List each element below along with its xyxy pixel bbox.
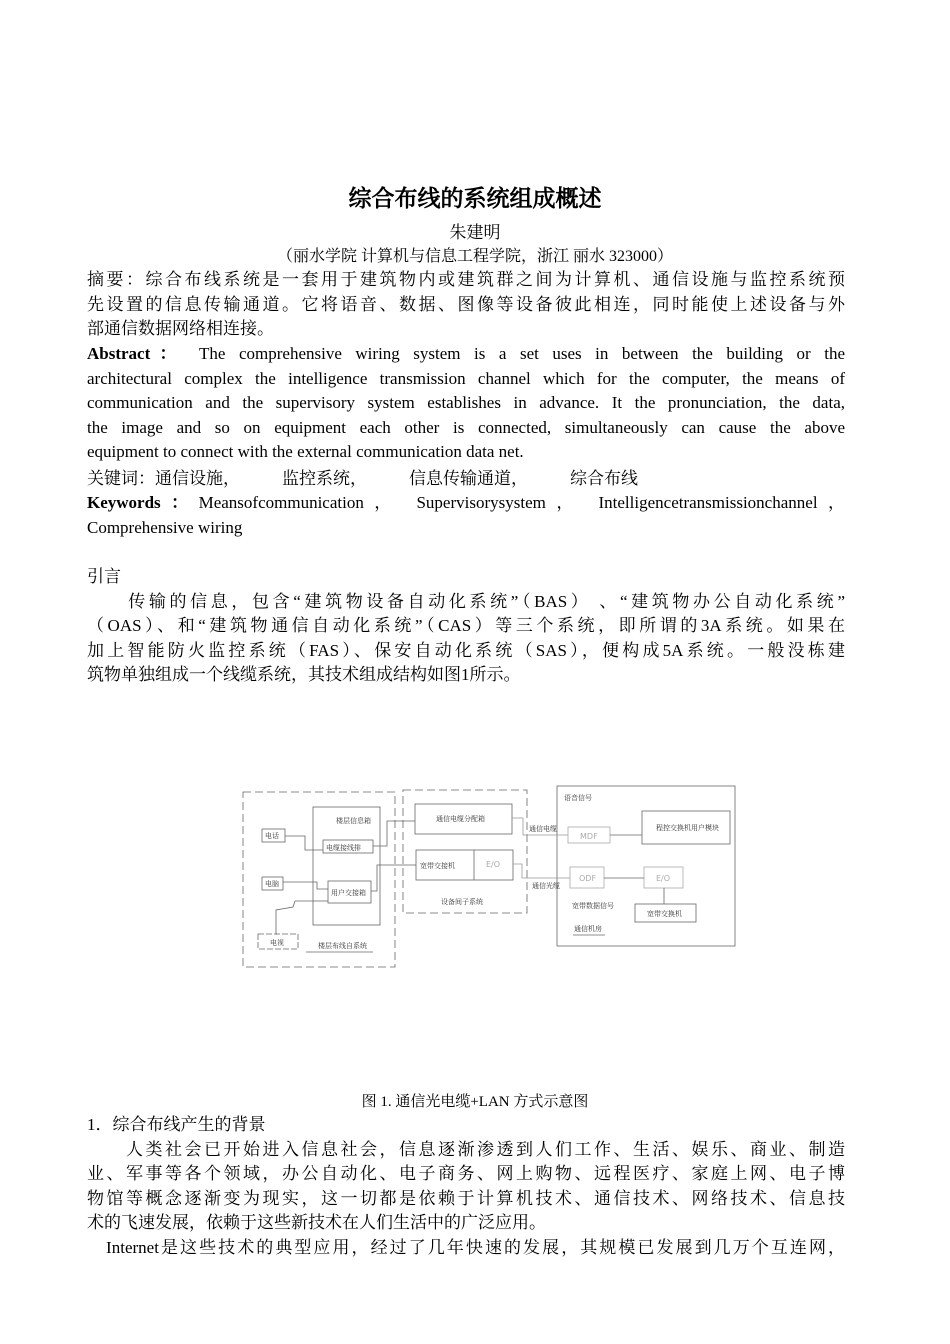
text-line: 部通信数据网络相连接。 (87, 319, 274, 339)
floor-subsystem-boundary (243, 792, 395, 967)
floor-info-box (313, 807, 380, 925)
label-voice-signal: 语音信号 (564, 794, 592, 802)
section-1 (87, 1113, 845, 1261)
comm-room-boundary (557, 786, 735, 946)
text-line: The comprehensive wiring system is a set uses in between the building or the (199, 344, 845, 363)
label-computer: 电脑 (265, 880, 279, 888)
text-line: communication and the supervisory system establishes in advance. It the pronunciation, the data, (87, 393, 845, 413)
pbx-module-box (642, 811, 730, 844)
keyword: Meansofcommunication， (198, 493, 402, 512)
broadband-switch-mid-box (416, 850, 513, 880)
keywords-label: Keywords： (87, 493, 199, 512)
label-broadband-data: 宽带数据信号 (572, 902, 614, 910)
author: 朱建明 (449, 223, 501, 242)
label-broadband-switch-mid: 宽带交接机 (420, 862, 455, 870)
label-cable-strip: 电缆接线排 (326, 844, 361, 852)
computer-box (262, 877, 283, 890)
label-floor-box: 楼层信息箱 (336, 817, 371, 825)
mdf-box (568, 827, 610, 843)
text-line: （OAS）、和“建筑物通信自动化系统”（CAS）等三个系统，即所谓的3A系统。如果在 (87, 616, 845, 636)
label-phone: 电话 (265, 832, 279, 840)
label-floor-subsystem: 楼层布线自系统 (318, 942, 367, 950)
label-mdf: MDF (580, 832, 598, 841)
intro-section (87, 565, 845, 688)
text-line: 业、军事等各个领域，办公自动化、电子商务、网上购物、远程医疗、家庭上网、电子博 (87, 1164, 845, 1184)
label-eo-mid: E/O (486, 860, 501, 869)
keyword: 通信设施， (155, 469, 240, 488)
label-user-box: 用户交接箱 (331, 889, 366, 897)
keyword: Intelligencetransmissionchannel， (598, 493, 846, 512)
paper-title: 综合布线的系统组成概述 (348, 186, 602, 212)
text-line: equipment to connect with the external communication data net. (87, 442, 524, 462)
text-line: Internet是这些技术的典型应用，经过了几年快速的发展，其规模已发展到几万个互连网， (87, 1237, 845, 1257)
text-line: 先设置的信息传输通道。它将语音、数据、图像等设备彼此相连，同时能使上述设备与外 (87, 294, 845, 314)
label-comm-fiber: 通信光缆 (532, 882, 560, 890)
keyword: Comprehensive wiring (87, 517, 243, 537)
text-line: 术的飞速发展，依赖于这些新技术在人们生活中的广泛应用。 (87, 1213, 546, 1233)
label-cable-dist-box: 通信电缆分配箱 (436, 815, 485, 823)
label-comm-cable: 通信电缆 (529, 825, 557, 833)
phone-box (262, 829, 285, 842)
text-line: 加上智能防火监控系统（FAS）、保安自动化系统（SAS），便构成5A系统。一般没栋建 (87, 640, 845, 660)
text-line: 筑物单独组成一个线缆系统，其技术组成结构如图1所示。 (87, 665, 521, 685)
cable-strip-box (323, 840, 373, 853)
label-equip-subsystem: 设备间子系统 (441, 898, 483, 906)
keywords-cn (87, 467, 845, 492)
label-comm-room: 通信机房 (574, 925, 602, 933)
tv-box (258, 934, 298, 949)
keywords-label: 关键词： (87, 469, 155, 488)
keyword: Supervisorysystem， (416, 493, 584, 512)
text-line: 传输的信息，包含“建筑物设备自动化系统”（BAS） 、“建筑物办公自动化系统” (87, 591, 845, 611)
figure-caption: 图 1. 通信光电缆+LAN 方式示意图 (361, 1094, 589, 1110)
text-line: 物馆等概念逐渐变为现实，这一切都是依赖于计算机技术、通信技术、网络技术、信息技 (87, 1188, 845, 1208)
text-line: 人类社会已开始进入信息社会，信息逐渐渗透到人们工作、生活、娱乐、商业、制造 (87, 1139, 845, 1159)
cable-dist-box (415, 804, 512, 834)
equipment-subsystem-boundary (403, 790, 527, 913)
keyword: 信息传输通道， (409, 469, 528, 488)
label-tv: 电视 (270, 939, 284, 947)
text-line: the image and so on equipment each other is connected, simultaneously can cause the above (87, 417, 845, 437)
section-heading: 引言 (87, 567, 121, 586)
text-line: architectural complex the intelligence transmission channel which for the computer, the means of (87, 368, 845, 388)
section-heading: 1．综合布线产生的背景 (87, 1115, 266, 1134)
label-broadband-switch-right: 宽带交换机 (647, 910, 682, 918)
keywords-en (87, 491, 845, 540)
abstract-cn (87, 268, 845, 342)
eo-right-box (644, 867, 683, 888)
user-box (328, 881, 371, 903)
label-odf: ODF (579, 874, 597, 883)
broadband-switch-right-box (635, 904, 696, 922)
label-pbx-module: 程控交换机用户模块 (656, 824, 719, 832)
label-eo-right: E/O (656, 874, 671, 883)
odf-box (570, 867, 604, 888)
text-line: 摘要：综合布线系统是一套用于建筑物内或建筑群之间为计算机、通信设施与监控系统预 (87, 270, 845, 289)
keyword: 监控系统， (282, 469, 367, 488)
keyword: 综合布线 (570, 469, 638, 488)
abstract-en (87, 342, 845, 465)
affiliation: （丽水学院 计算机与信息工程学院，浙江 丽水 323000） (276, 248, 673, 265)
abstract-label: Abstract： (87, 344, 186, 363)
